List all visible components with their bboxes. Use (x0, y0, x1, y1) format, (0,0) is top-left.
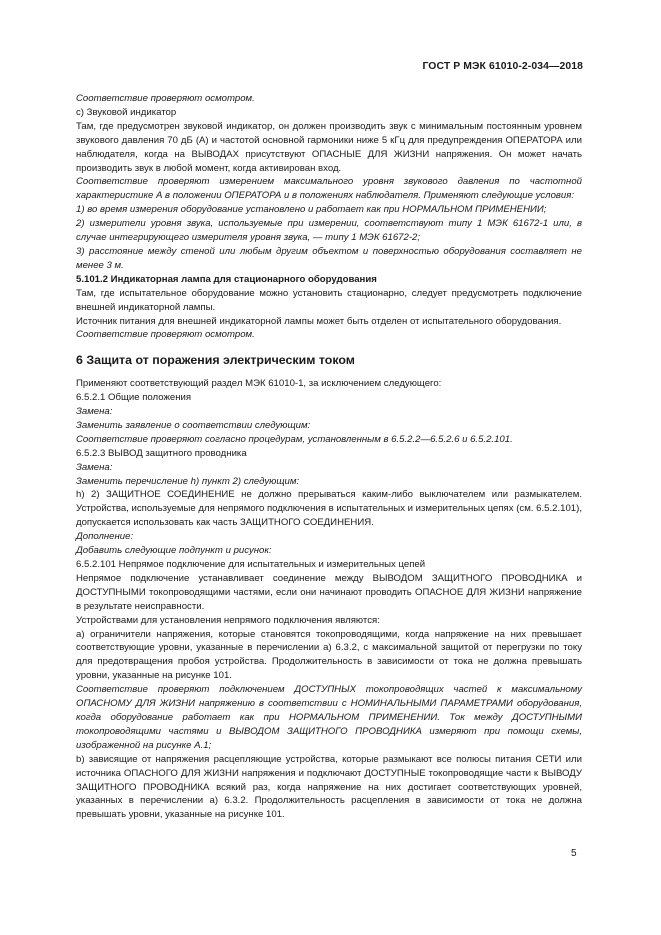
paragraph: 6.5.2.101 Непрямое подключение для испытательных и измерительных цепей (76, 559, 426, 570)
paragraph: Соответствие проверяют подключением ДОСТУПНЫХ токопроводящих частей к максимальному ОПАСНОМУ ДЛЯ ЖИЗНИ напряжению в соответствии с НОМИНАЛЬНЫМИ ПАРАМЕТРАМИ оборудования, когда оборудование работает как при НОРМАЛЬНОМ ПРИМЕНЕНИИ. Ток между ДОСТУПНЫМИ токопроводящими частями и ВЫВОДОМ ЗАЩИТНОГО ПРОВОДНИКА измеряют при помощи схемы, изображенной на рисунке А.1; (76, 684, 582, 751)
paragraph: Замена: (76, 406, 113, 418)
paragraph: Дополнение: (76, 531, 134, 543)
paragraph: 3) расстояние между стеной или любым другим объектом и поверхностью оборудования составляет не менее 3 м. (76, 245, 582, 271)
paragraph: 2) измерители уровня звука, используемые при измерении, соответствуют типу 1 МЭК 61672-1 или, в случае интегрирующего измерителя уровня звука, — типу 1 МЭК 61672-2; (76, 218, 582, 244)
paragraph: Там, где предусмотрен звуковой индикатор, он должен производить звук с минимальным постоянным уровнем звукового давления 70 дБ (А) и частотой основной гармоники ниже 5 кГц для предупреждения ОПЕРАТОРА или наблюдателя, когда на ВЫВОДАХ присутствуют ОПАСНЫЕ ДЛЯ ЖИЗНИ напряжения. Он может начать производить звук в любой момент, когда активирован вход. (76, 120, 582, 174)
section-6-text (76, 377, 582, 822)
paragraph: Заменить заявление о соответствии следующим: (76, 419, 311, 431)
paragraph: 6.5.2.1 Общие положения (76, 392, 192, 404)
paragraph: Источник питания для внешней индикаторной лампы может быть отделен от испытательного оборудования. (76, 315, 562, 327)
paragraph: 1) во время измерения оборудование установлено и работает как при НОРМАЛЬНОМ ПРИМЕНЕНИИ; (76, 204, 547, 216)
paragraph: а) ограничители напряжения, которые становятся токопроводящими, когда напряжение на них превышает соответствующие уровни, указанные в перечислении а) 6.3.2, с максимальной защитой от перегрузки по току для предотвращения пробоя устройства. Продолжительность в зависимости от тока не должна превышать уровни, указанные на рисунке 101. (76, 628, 582, 682)
section-heading: 6 Защита от поражения электрическим током (76, 353, 355, 368)
section-5-text (76, 92, 582, 342)
document-header: ГОСТ Р МЭК 61010-2-034—2018 (422, 61, 583, 72)
paragraph: Соответствие проверяют измерением максимального уровня звукового давления по частотной характеристике А в положении ОПЕРАТОРА и в положениях наблюдателя. Применяют следующие условия: (76, 176, 582, 202)
paragraph: Соответствие проверяют осмотром. (76, 329, 255, 341)
paragraph: Применяют соответствующий раздел МЭК 61010-1, за исключением следующего: (76, 378, 442, 390)
page-content (76, 92, 582, 822)
paragraph: Соответствие проверяют осмотром. (76, 93, 255, 104)
page-number: 5 (571, 848, 577, 859)
paragraph: 6.5.2.3 ВЫВОД защитного проводника (76, 447, 247, 459)
paragraph: Непрямое подключение устанавливает соединение между ВЫВОДОМ ЗАЩИТНОГО ПРОВОДНИКА и ДОСТУПНЫМИ токопроводящими частями, если они начинают проводить ОПАСНОЕ ДЛЯ ЖИЗНИ напряжение в результате неисправности. (76, 572, 582, 612)
paragraph: Заменить перечисление h) пункт 2) следующим: (76, 475, 300, 487)
paragraph: c) Звуковой индикатор (76, 106, 177, 118)
paragraph: Там, где испытательное оборудование можно установить стационарно, следует предусмотреть подключение внешней индикаторной лампы. (76, 287, 582, 313)
paragraph: b) зависящие от напряжения расцепляющие устройства, которые размыкают все полюсы питания СЕТИ или источника ОПАСНОГО ДЛЯ ЖИЗНИ напряжения и подключают ДОСТУПНЫЕ токопроводящие части к ВЫВОДУ ЗАЩИТНОГО ПРОВОДНИКА всякий раз, когда напряжение на них достигает соответствующих уровней, указанных в перечислении а) 6.3.2. Продолжительность расцепления в зависимости от тока не должна превышать уровни, указанные на рисунке 101. (76, 753, 582, 821)
paragraph: Добавить следующие подпункт и рисунок: (76, 545, 272, 557)
paragraph: 5.101.2 Индикаторная лампа для стационарного оборудования (76, 273, 377, 285)
paragraph: Соответствие проверяют согласно процедурам, установленным в 6.5.2.2—6.5.2.6 и 6.5.2.101. (76, 433, 513, 445)
paragraph: Устройствами для установления непрямого подключения являются: (76, 614, 380, 626)
paragraph: Замена: (76, 461, 113, 473)
paragraph: h) 2) ЗАЩИТНОЕ СОЕДИНЕНИЕ не должно прерываться каким-либо выключателем или размыкателем. Устройства, используемые для непрямого подключения в испытательных и измерительных цепях (см. 6.5.2.101), допускается использовать как часть ЗАЩИТНОГО СОЕДИНЕНИЯ. (76, 489, 582, 529)
